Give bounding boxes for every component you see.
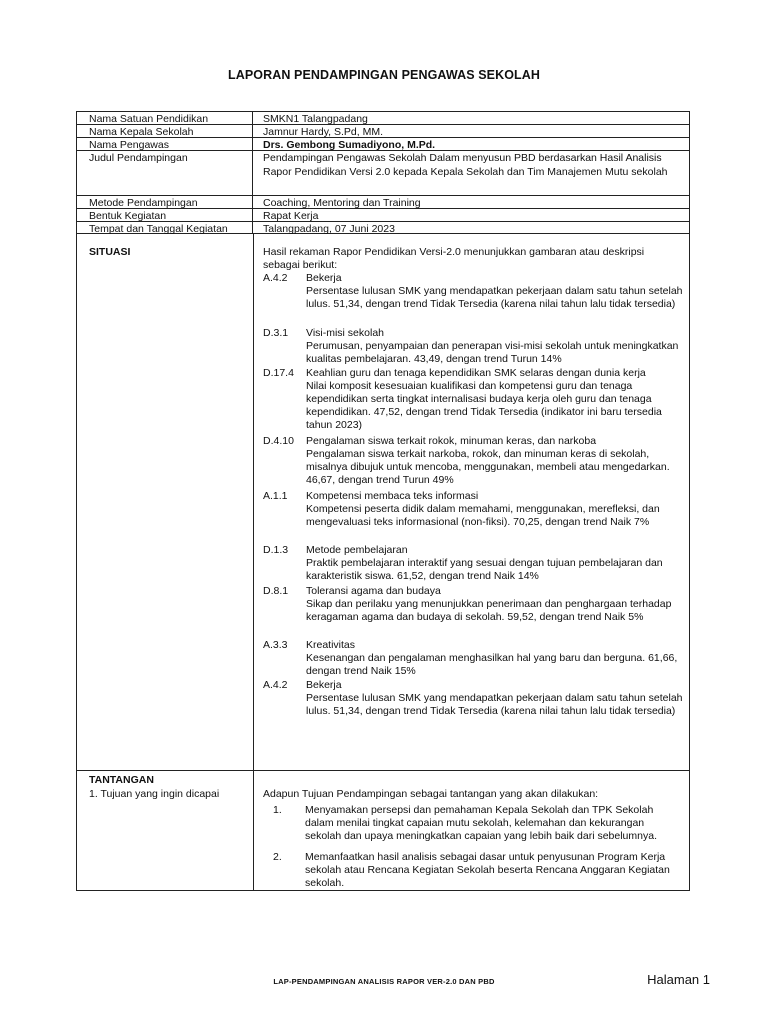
indicator-code: A.1.1 [263,490,288,502]
goal-item [273,804,683,843]
indicator-code: D.8.1 [263,585,289,597]
info-row [77,112,689,125]
situasi-label: SITUASI [89,246,131,258]
indicator-desc: Kompetensi peserta didik dalam memahami, menggunakan, merefleksi, dan mengevaluasi teks informasional (non-fiksi). 70,25, dengan trend Naik 7% [306,503,660,528]
info-row [77,125,689,138]
indicator-name: Toleransi agama dan budaya [306,585,441,597]
info-label: Bentuk Kegiatan [77,209,253,221]
indicator-name: Visi-misi sekolah [306,327,384,339]
report-table [76,111,690,891]
indicator-item [263,367,689,432]
indicator-desc: Persentase lulusan SMK yang mendapatkan pekerjaan dalam satu tahun setelah lulus. 51,34, dengan trend Tidak Tersedia (karena nilai tahun lalu tidak tersedia) [306,285,683,310]
goal-number: 2. [273,851,282,863]
info-value: Rapat Kerja [263,210,319,222]
info-value-line: Rapor Pendidikan Versi 2.0 kepada Kepala Sekolah dan Tim Manajemen Mutu sekolah [263,166,668,178]
goal-text: Menyamakan persepsi dan pemahaman Kepala Sekolah dan TPK Sekolah dalam menilai tingkat capaian mutu sekolah, kelemahan dan kekurangan sekolah dan upaya meningkatkan capaian yang lebih baik dari sebelumnya. [305,804,657,842]
info-value-line: Pendampingan Pengawas Sekolah Dalam menyusun PBD berdasarkan Hasil Analisis [263,152,662,164]
info-label: Nama Kepala Sekolah [77,125,253,137]
info-value: SMKN1 Talangpadang [263,113,368,125]
column-divider [253,770,254,890]
page-footer: LAP-PENDAMPINGAN ANALISIS RAPOR VER-2.0 DAN PBD [273,977,495,986]
indicator-name: Kreativitas [306,639,356,651]
document-title: LAPORAN PENDAMPINGAN PENGAWAS SEKOLAH [227,68,541,82]
indicator-item [263,272,689,311]
indicator-item [263,435,689,487]
situasi-intro: Hasil rekaman Rapor Pendidikan Versi-2.0 menunjukkan gambaran atau deskripsi sebagai berikut: [263,246,645,271]
indicator-item [263,327,689,366]
tantangan-sub-label: 1. Tujuan yang ingin dicapai [89,788,220,800]
indicator-desc: Perumusan, penyampaian dan penerapan visi-misi sekolah untuk meningkatkan kualitas pembelajaran. 43,49, dengan trend Turun 14% [306,340,679,365]
indicator-name: Pengalaman siswa terkait rokok, minuman keras, dan narkoba [306,435,597,447]
indicator-desc: Pengalaman siswa terkait narkoba, rokok, dan minuman keras di sekolah, misalnya dibujuk untuk mencoba, menggunakan, membeli atau mengedarkan. 46,67, dengan trend Turun 49% [306,448,670,486]
info-row [77,196,689,209]
info-label: Nama Satuan Pendidikan [77,112,253,124]
goal-item [273,851,683,890]
info-label: Nama Pengawas [77,138,253,150]
indicator-code: A.4.2 [263,679,288,691]
indicator-item [263,639,689,678]
indicator-desc: Persentase lulusan SMK yang mendapatkan pekerjaan dalam satu tahun setelah lulus. 51,34, dengan trend Tidak Tersedia (karena nilai tahun lalu tidak tersedia) [306,692,683,717]
indicator-desc: Kesenangan dan pengalaman menghasilkan hal yang baru dan berguna. 61,66, dengan trend Naik 15% [306,652,678,677]
indicator-code: D.4.10 [263,435,294,447]
indicator-code: A.4.2 [263,272,288,284]
indicator-code: A.3.3 [263,639,288,651]
indicator-item [263,490,689,529]
indicator-name: Metode pembelajaran [306,544,408,556]
indicator-code: D.17.4 [263,367,294,379]
indicator-code: D.3.1 [263,327,289,339]
column-divider [253,234,254,770]
info-row [77,209,689,222]
indicator-desc: Nilai komposit kesesuaian kualifikasi dan kompetensi guru dan tenaga kependidikan serta tingkat internalisasi budaya kerja oleh guru dan tenaga kependidikan. 47,52, dengan trend Tidak Tersedia (indikator ini baru tersedia tahun 2023) [306,380,662,431]
indicator-item [263,544,689,583]
info-label: Judul Pendampingan [77,151,253,195]
indicator-name: Bekerja [306,679,342,691]
info-row [77,151,689,196]
indicator-desc: Sikap dan perilaku yang menunjukkan penerimaan dan penghargaan terhadap keragaman agama dan budaya di sekolah. 59,52, dengan trend Naik 5% [306,598,672,623]
goal-text: Memanfaatkan hasil analisis sebagai dasar untuk penyusunan Program Kerja sekolah atau Rencana Kegiatan Sekolah beserta Rencana Anggaran Kegiatan sekolah. [305,851,670,889]
indicator-name: Bekerja [306,272,342,284]
indicator-code: D.1.3 [263,544,289,556]
section-divider [77,770,689,771]
indicator-desc: Praktik pembelajaran interaktif yang sesuai dengan tujuan pembelajaran dan karakteristik siswa. 61,52, dengan trend Naik 14% [306,557,663,582]
indicator-name: Keahlian guru dan tenaga kependidikan SMK selaras dengan dunia kerja [306,367,646,379]
info-label: Tempat dan Tanggal Kegiatan [77,222,253,233]
goal-number: 1. [273,804,282,816]
info-value: Jamnur Hardy, S.Pd, MM. [263,126,384,138]
info-label: Metode Pendampingan [77,196,253,208]
info-value: Drs. Gembong Sumadiyono, M.Pd. [263,139,436,151]
tantangan-label: TANTANGAN [89,774,154,786]
info-value: Coaching, Mentoring dan Training [263,197,421,209]
info-value [253,151,689,195]
info-row [77,138,689,151]
indicator-item [263,679,689,718]
info-row [77,222,689,234]
info-value: Talangpadang, 07 Juni 2023 [263,223,395,235]
indicator-item [263,585,689,624]
page-number: Halaman 1 [647,972,710,987]
tantangan-intro: Adapun Tujuan Pendampingan sebagai tantangan yang akan dilakukan: [263,788,599,800]
indicator-name: Kompetensi membaca teks informasi [306,490,479,502]
